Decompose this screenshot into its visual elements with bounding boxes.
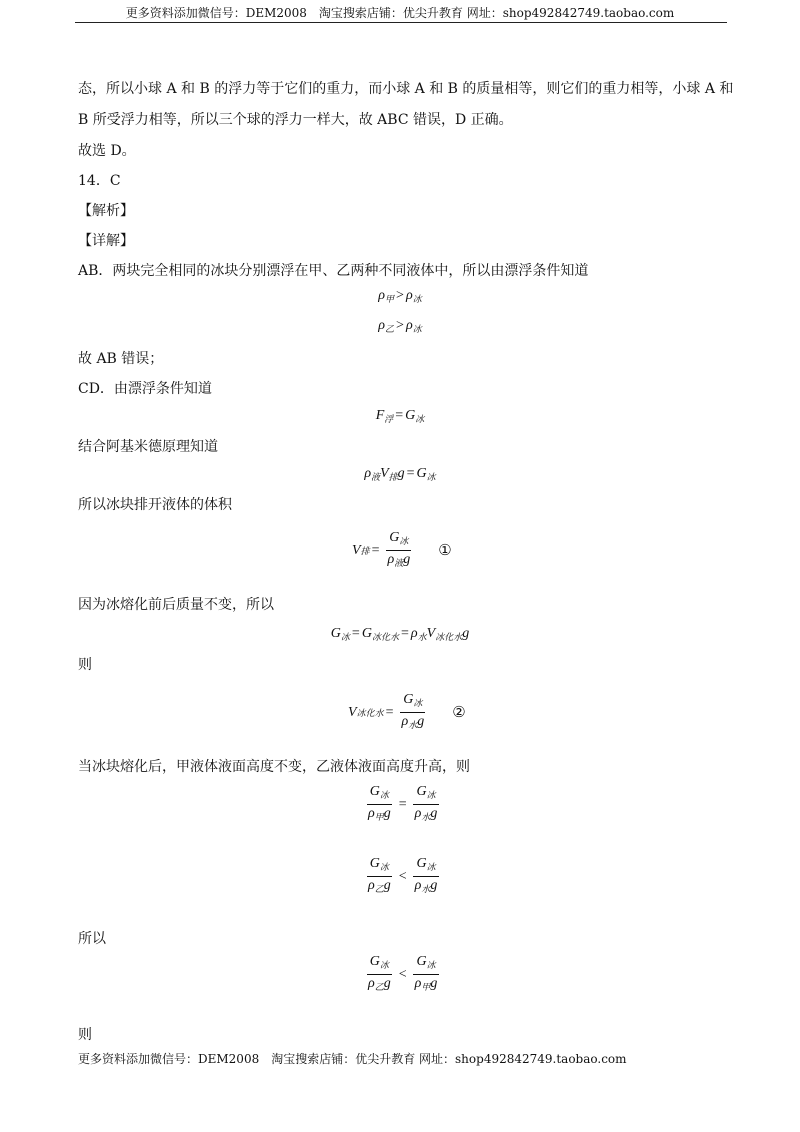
equation-compare-yi: $\frac{G_冰}{\rho_乙g}$ < $\frac{G_冰}{\rho_水g}$ [368, 856, 438, 894]
text-line: B 所受浮力相等，所以三个球的浮力一样大，故 ABC 错误，D 正确。 [78, 112, 513, 128]
text-line: 所以冰块排开液体的体积 [78, 497, 232, 513]
text-line: 则 [78, 1027, 92, 1043]
equation-rho-jia: $\rho_甲 > \rho_冰$ [378, 288, 422, 304]
text-line: 故 AB 错误； [78, 351, 164, 367]
question-number: 14．C [78, 173, 121, 189]
equation-v-melt: V 冰化水 = $\frac{G_冰}{\rho_水g}$ ② [348, 692, 466, 730]
text-line: 因为冰熔化前后质量不变，所以 [78, 597, 274, 613]
equation-float: $F_浮 = G_冰$ [375, 408, 425, 424]
page-header: 更多资料添加微信号：DEM2008 淘宝搜索店铺：优尖升教育 网址：shop492842749.taobao.com [125, 6, 675, 20]
text-line: 则 [78, 657, 92, 673]
equation-rho-yi: $\rho_乙 > \rho_冰$ [378, 318, 422, 334]
header-rule [75, 22, 727, 23]
equation-compare-jia: $\frac{G_冰}{\rho_甲g}$ = $\frac{G_冰}{\rho_水g}$ [368, 784, 438, 822]
section-jiexi: 【解析】 [78, 203, 134, 219]
equation-mass-conservation: $G_冰 = G_{冰化水} = \rho_水V_{冰化水}g$ [330, 626, 470, 642]
equation-v-pai: V 排 = $\frac{G_冰}{\rho_液g}$ ① [352, 530, 452, 568]
text-line: CD．由漂浮条件知道 [78, 381, 212, 397]
page-footer: 更多资料添加微信号：DEM2008 淘宝搜索店铺：优尖升教育 网址：shop492842749.taobao.com [78, 1052, 627, 1066]
text-line: 态，所以小球 A 和 B 的浮力等于它们的重力，而小球 A 和 B 的质量相等，则它们的重力相等，小球 A 和 [78, 81, 734, 97]
section-xiangjie: 【详解】 [78, 233, 134, 249]
equation-archimedes: $\rho_液V_排g = G_冰$ [364, 466, 436, 482]
text-line: AB．两块完全相同的冰块分别漂浮在甲、乙两种不同液体中，所以由漂浮条件知道 [78, 263, 589, 279]
text-line: 当冰块熔化后，甲液体液面高度不变，乙液体液面高度升高，则 [78, 759, 470, 775]
text-line: 所以 [78, 931, 106, 947]
text-line: 故选 D。 [78, 143, 136, 159]
equation-compare-yi-jia: $\frac{G_冰}{\rho_乙g}$ < $\frac{G_冰}{\rho_甲g}$ [368, 954, 438, 992]
text-line: 结合阿基米德原理知道 [78, 439, 218, 455]
